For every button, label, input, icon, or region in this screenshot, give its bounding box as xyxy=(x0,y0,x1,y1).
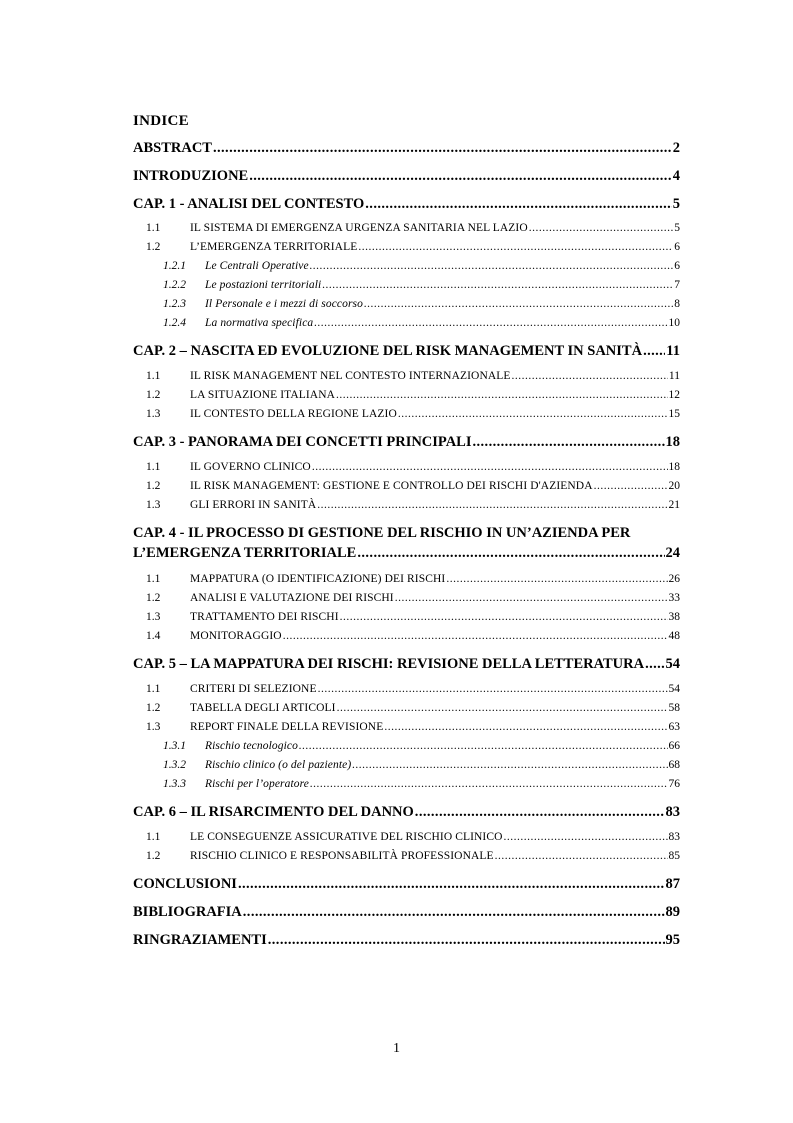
toc-dot-leader xyxy=(352,759,667,771)
toc-entry-label: CRITERI DI SELEZIONE xyxy=(190,683,317,695)
toc-subsection-entry[interactable] xyxy=(163,260,680,272)
toc-entry-page: 12 xyxy=(668,389,680,401)
toc-entry-label: IL SISTEMA DI EMERGENZA URGENZA SANITARIA NEL LAZIO xyxy=(190,222,528,234)
toc-entry-page: 38 xyxy=(668,611,680,623)
toc-entry-label: Rischio tecnologico xyxy=(205,740,298,752)
toc-dot-leader xyxy=(594,480,668,492)
toc-dot-leader xyxy=(312,461,668,473)
toc-entry-label: CAP. 3 - PANORAMA DEI CONCETTI PRINCIPALI xyxy=(133,434,472,450)
toc-dot-leader xyxy=(365,196,671,213)
toc-entry-number: 1.2 xyxy=(146,850,161,862)
toc-chapter-entry[interactable] xyxy=(133,804,680,821)
toc-entry-page: 54 xyxy=(668,683,680,695)
toc-section-entry[interactable] xyxy=(146,370,680,382)
toc-section-entry[interactable] xyxy=(146,721,680,733)
toc-dot-leader xyxy=(249,168,672,185)
toc-entry-number: 1.3 xyxy=(146,499,161,511)
toc-entry-label: LA SITUAZIONE ITALIANA xyxy=(190,389,336,401)
toc-subsection-entry[interactable] xyxy=(163,759,680,771)
toc-entry-label: CAP. 2 – NASCITA ED EVOLUZIONE DEL RISK MANAGEMENT IN SANITÀ xyxy=(133,343,643,359)
toc-entry-page: 7 xyxy=(674,279,680,291)
toc-entry-label: CAP. 4 - IL PROCESSO DI GESTIONE DEL RISCHIO IN UN’AZIENDA PER xyxy=(133,525,631,541)
toc-entry-number: 1.1 xyxy=(146,461,161,473)
toc-entry-number: 1.2.1 xyxy=(163,260,186,272)
toc-entry-label: IL CONTESTO DELLA REGIONE LAZIO xyxy=(190,408,397,420)
toc-subsection-entry[interactable] xyxy=(163,298,680,310)
toc-entry-page: 26 xyxy=(668,573,680,585)
toc-entry-label: La normativa specifica xyxy=(205,317,314,329)
toc-entry-number: 1.1 xyxy=(146,573,161,585)
toc-dot-leader xyxy=(238,876,665,893)
toc-entry-label: TRATTAMENTO DEI RISCHI xyxy=(190,611,339,623)
toc-entry-page: 95 xyxy=(665,932,680,948)
toc-entry-number: 1.2.3 xyxy=(163,298,186,310)
toc-entry-label: REPORT FINALE DELLA REVISIONE xyxy=(190,721,384,733)
toc-dot-leader xyxy=(268,932,665,949)
toc-entry-page: 11 xyxy=(666,343,680,359)
toc-entry-number: 1.1 xyxy=(146,683,161,695)
toc-section-entry[interactable] xyxy=(146,480,680,492)
toc-dot-leader xyxy=(322,279,673,291)
toc-entry-number: 1.4 xyxy=(146,630,161,642)
toc-entry-page: 15 xyxy=(668,408,680,420)
toc-entry-page: 87 xyxy=(665,876,680,892)
toc-entry-label: MONITORAGGIO xyxy=(190,630,282,642)
toc-entry-number: 1.1 xyxy=(146,222,161,234)
toc-entry-number: 1.2 xyxy=(146,702,161,714)
toc-entry-page: 66 xyxy=(668,740,680,752)
toc-chapter-entry[interactable] xyxy=(133,168,680,185)
toc-chapter-entry[interactable] xyxy=(133,343,680,360)
toc-entry-page: 68 xyxy=(668,759,680,771)
toc-entry-label: BIBLIOGRAFIA xyxy=(133,904,242,920)
toc-entry-label: Il Personale e i mezzi di soccorso xyxy=(205,298,363,310)
toc-dot-leader xyxy=(398,408,668,420)
toc-entry-number: 1.3 xyxy=(146,721,161,733)
toc-entry-page: 5 xyxy=(674,222,680,234)
toc-section-entry[interactable] xyxy=(146,241,680,253)
toc-entry-label: GLI ERRORI IN SANITÀ xyxy=(190,499,317,511)
toc-entry-page: 10 xyxy=(668,317,680,329)
toc-dot-leader xyxy=(357,545,664,562)
toc-dot-leader xyxy=(364,298,673,310)
toc-entry-number: 1.3.1 xyxy=(163,740,186,752)
toc-chapter-entry[interactable] xyxy=(133,525,680,542)
toc-entry-number: 1.2 xyxy=(146,592,161,604)
toc-entry-label: TABELLA DEGLI ARTICOLI xyxy=(190,702,336,714)
toc-entry-page: 63 xyxy=(668,721,680,733)
toc-dot-leader xyxy=(645,656,664,673)
toc-section-entry[interactable] xyxy=(146,630,680,642)
toc-section-entry[interactable] xyxy=(146,683,680,695)
toc-entry-page: 4 xyxy=(672,168,680,184)
toc-entry-label: L’EMERGENZA TERRITORIALE xyxy=(133,545,357,561)
toc-dot-leader xyxy=(446,573,667,585)
toc-entry-label: L’EMERGENZA TERRITORIALE xyxy=(190,241,358,253)
toc-entry-number: 1.3.2 xyxy=(163,759,186,771)
toc-entry-page: 85 xyxy=(668,850,680,862)
toc-entry-page: 6 xyxy=(674,241,680,253)
toc-entry-page: 58 xyxy=(668,702,680,714)
toc-entry-number: 1.2 xyxy=(146,389,161,401)
toc-entry-page: 18 xyxy=(665,434,680,450)
toc-entry-page: 76 xyxy=(668,778,680,790)
toc-entry-label: IL RISK MANAGEMENT: GESTIONE E CONTROLLO DEI RISCHI D'AZIENDA xyxy=(190,480,593,492)
toc-chapter-entry[interactable] xyxy=(133,876,680,893)
toc-section-entry[interactable] xyxy=(146,499,680,511)
toc-entry-number: 1.3 xyxy=(146,408,161,420)
toc-entry-label: LE CONSEGUENZE ASSICURATIVE DEL RISCHIO CLINICO xyxy=(190,831,503,843)
toc-section-entry[interactable] xyxy=(146,573,680,585)
toc-dot-leader xyxy=(317,499,667,511)
toc-entry-label: CAP. 1 - ANALISI DEL CONTESTO xyxy=(133,196,365,212)
toc-subsection-entry[interactable] xyxy=(163,317,680,329)
toc-entry-page: 83 xyxy=(665,804,680,820)
toc-entry-label: MAPPATURA (O IDENTIFICAZIONE) DEI RISCHI xyxy=(190,573,446,585)
toc-entry-label: Le Centrali Operative xyxy=(205,260,309,272)
toc-entry-label: CAP. 6 – IL RISARCIMENTO DEL DANNO xyxy=(133,804,414,820)
toc-entry-page: 89 xyxy=(665,904,680,920)
toc-entry-label: INTRODUZIONE xyxy=(133,168,249,184)
toc-entry-number: 1.2.4 xyxy=(163,317,186,329)
toc-entry-number: 1.1 xyxy=(146,370,161,382)
toc-dot-leader xyxy=(395,592,668,604)
toc-entry-page: 18 xyxy=(668,461,680,473)
toc-entry-page: 11 xyxy=(668,370,680,382)
toc-entry-page: 2 xyxy=(672,140,680,156)
toc-entry-label: CONCLUSIONI xyxy=(133,876,237,892)
toc-chapter-entry[interactable] xyxy=(133,656,680,673)
toc-entry-label: IL RISK MANAGEMENT NEL CONTESTO INTERNAZIONALE xyxy=(190,370,511,382)
toc-subsection-entry[interactable] xyxy=(163,279,680,291)
toc-entry-page: 6 xyxy=(674,260,680,272)
toc-chapter-entry[interactable] xyxy=(133,904,680,921)
toc-entry-number: 1.2.2 xyxy=(163,279,186,291)
toc-section-entry[interactable] xyxy=(146,592,680,604)
toc-entry-label: RINGRAZIAMENTI xyxy=(133,932,267,948)
toc-dot-leader xyxy=(213,140,672,157)
toc-section-entry[interactable] xyxy=(146,850,680,862)
toc-section-entry[interactable] xyxy=(146,408,680,420)
toc-dot-leader xyxy=(318,683,668,695)
toc-entry-label: RISCHIO CLINICO E RESPONSABILITÀ PROFESSIONALE xyxy=(190,850,494,862)
toc-entry-number: 1.3 xyxy=(146,611,161,623)
toc-entry-page: 54 xyxy=(665,656,680,672)
toc-section-entry[interactable] xyxy=(146,831,680,843)
toc-dot-leader xyxy=(495,850,668,862)
toc-entry-page: 21 xyxy=(668,499,680,511)
toc-dot-leader xyxy=(243,904,665,921)
toc-dot-leader xyxy=(310,778,668,790)
toc-chapter-entry[interactable] xyxy=(133,545,680,562)
toc-entry-page: 24 xyxy=(665,545,680,561)
toc-title: INDICE xyxy=(133,113,189,129)
toc-dot-leader xyxy=(384,721,667,733)
toc-chapter-entry[interactable] xyxy=(133,434,680,451)
toc-entry-page: 33 xyxy=(668,592,680,604)
toc-entry-label: ANALISI E VALUTAZIONE DEI RISCHI xyxy=(190,592,394,604)
toc-entry-number: 1.2 xyxy=(146,480,161,492)
toc-dot-leader xyxy=(504,831,668,843)
toc-entry-number: 1.3.3 xyxy=(163,778,186,790)
toc-dot-leader xyxy=(337,702,668,714)
toc-chapter-entry[interactable] xyxy=(133,140,680,157)
toc-entry-page: 83 xyxy=(668,831,680,843)
toc-entry-page: 8 xyxy=(674,298,680,310)
toc-dot-leader xyxy=(529,222,673,234)
toc-subsection-entry[interactable] xyxy=(163,740,680,752)
toc-dot-leader xyxy=(340,611,668,623)
toc-section-entry[interactable] xyxy=(146,702,680,714)
toc-entry-label: CAP. 5 – LA MAPPATURA DEI RISCHI: REVISIONE DELLA LETTERATURA xyxy=(133,656,645,672)
toc-subsection-entry[interactable] xyxy=(163,778,680,790)
toc-entry-page: 20 xyxy=(668,480,680,492)
toc-dot-leader xyxy=(310,260,674,272)
toc-section-entry[interactable] xyxy=(146,389,680,401)
toc-entry-label: ABSTRACT xyxy=(133,140,212,156)
toc-dot-leader xyxy=(472,434,664,451)
toc-entry-label: Le postazioni territoriali xyxy=(205,279,322,291)
toc-chapter-entry[interactable] xyxy=(133,196,680,213)
toc-dot-leader xyxy=(336,389,667,401)
toc-entry-label: Rischi per l’operatore xyxy=(205,778,309,790)
toc-dot-leader xyxy=(415,804,665,821)
toc-dot-leader xyxy=(358,241,673,253)
toc-entry-page: 48 xyxy=(668,630,680,642)
toc-dot-leader xyxy=(512,370,668,382)
toc-section-entry[interactable] xyxy=(146,611,680,623)
toc-dot-leader xyxy=(314,317,667,329)
toc-entry-number: 1.2 xyxy=(146,241,161,253)
toc-section-entry[interactable] xyxy=(146,222,680,234)
toc-entry-label: Rischio clinico (o del paziente) xyxy=(205,759,352,771)
toc-chapter-entry[interactable] xyxy=(133,932,680,949)
toc-entry-label: IL GOVERNO CLINICO xyxy=(190,461,311,473)
toc-entry-page: 5 xyxy=(672,196,680,212)
page-number: 1 xyxy=(393,1041,400,1056)
toc-section-entry[interactable] xyxy=(146,461,680,473)
toc-dot-leader xyxy=(643,343,665,360)
toc-dot-leader xyxy=(299,740,668,752)
toc-entry-number: 1.1 xyxy=(146,831,161,843)
toc-dot-leader xyxy=(283,630,668,642)
